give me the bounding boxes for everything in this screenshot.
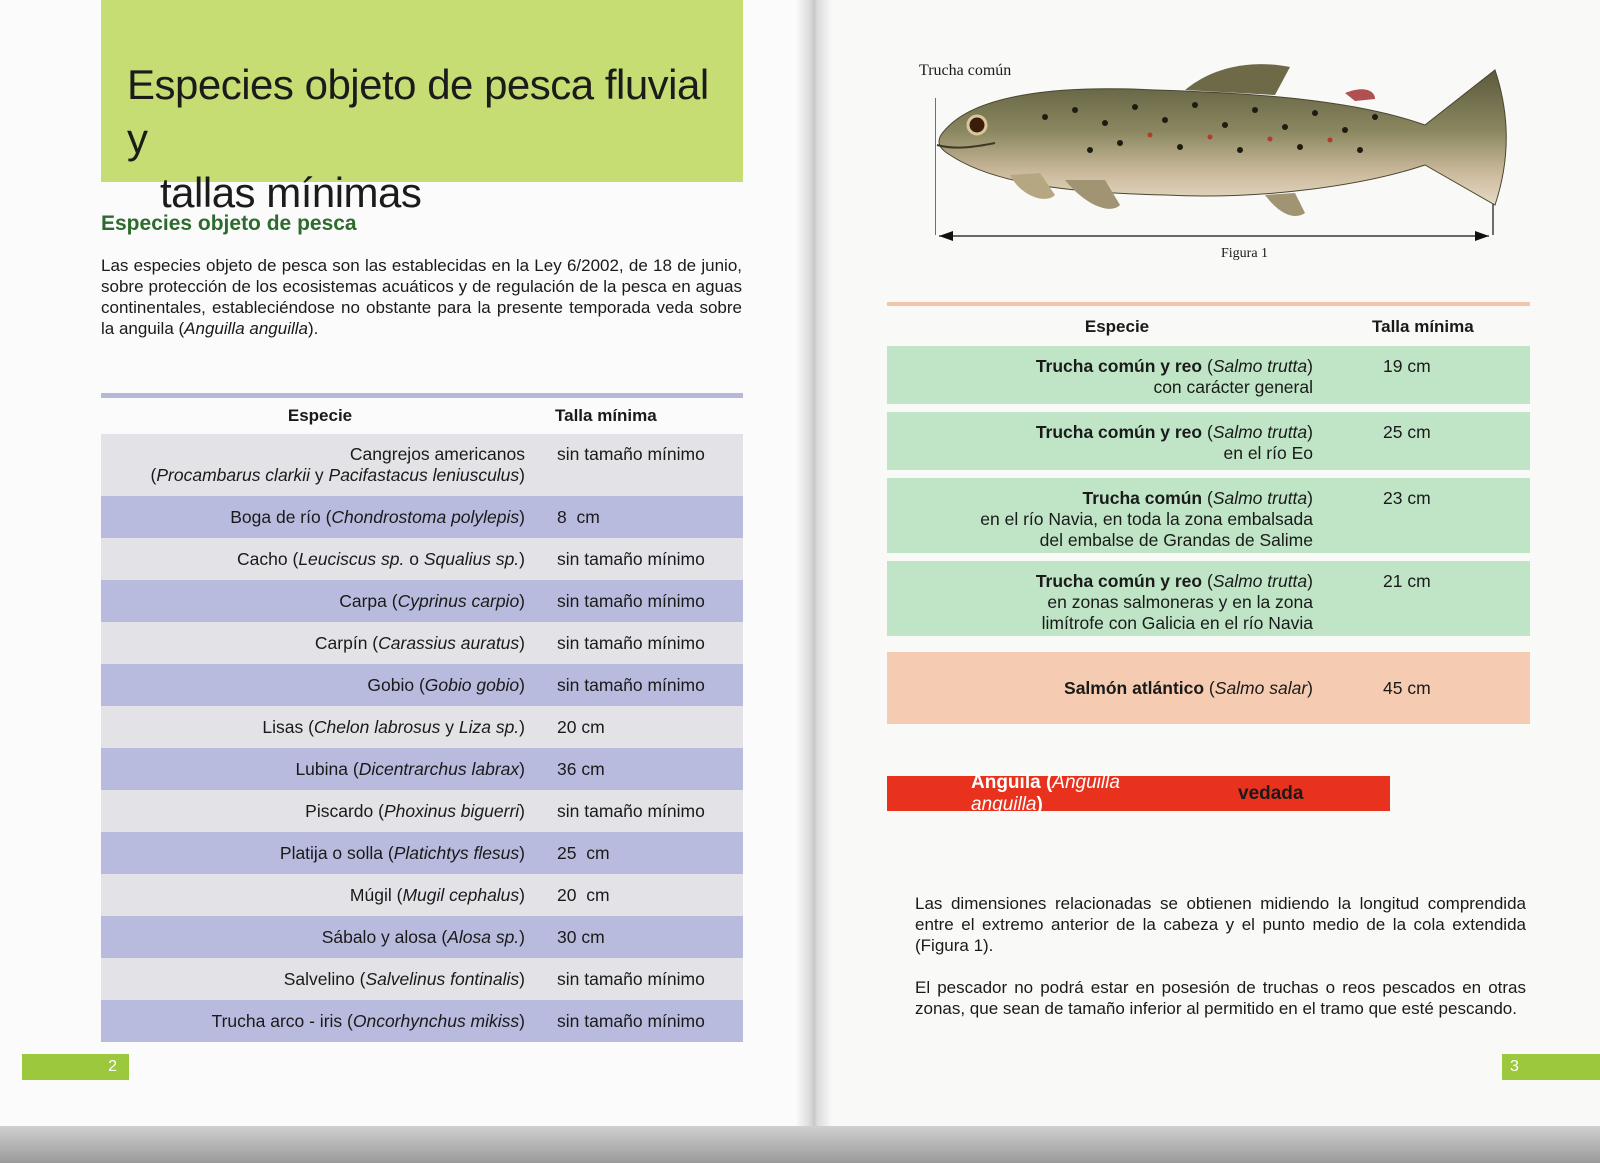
intro-text: Las especies objeto de pesca son las establecidas en la Ley 6/2002, de 18 de junio, sobre protección de los ecosistemas acuáticos y de regulación de la pesca en aguas continentales, estableciéndose no obstante para la presente temporada veda sobre la anguila ( [101,256,742,338]
species-cell [101,1011,525,1032]
species-scientific-name: Chelon labrosus [313,716,441,737]
species-scientific-name: Salmo trutta [1212,571,1308,591]
paren-close: ) [519,590,525,611]
size-cell: sin tamaño mínimo [557,1010,705,1031]
species-scientific-name: Dicentrarchus labrax [358,758,520,779]
size-cell: 20 cm [557,884,610,905]
paren-open: ( [1202,488,1213,508]
species-common-name: Platija o solla ( [279,842,394,863]
species-scientific-name: Salmo trutta [1212,356,1308,376]
table-row [887,346,1530,404]
table-row [101,434,743,496]
species-name-line [887,356,1313,377]
paren-open: ( [1202,356,1213,376]
species-common-name: Trucha arco - iris ( [211,1010,353,1031]
paren-close: ) [519,926,525,947]
paren-open: ( [1202,571,1213,591]
page-number-tab-left [22,1054,129,1080]
species-scientific-name: Chondrostoma polylepis [331,506,520,527]
species-common-name: Salvelino ( [283,968,366,989]
paren-close: ) [1307,677,1313,698]
species-detail: en el río Navia, en toda la zona embalsada [980,509,1313,529]
species-cell [101,885,525,906]
table-header [101,398,743,434]
table-row [887,652,1530,724]
dorsal-fin [1185,64,1290,95]
species-scientific-name: Oncorhynchus mikiss [352,1010,520,1031]
size-cell: 25 cm [557,842,610,863]
size-cell: sin tamaño mínimo [557,590,705,611]
species-scientific-name: Salmo salar [1214,677,1308,698]
species-common-name: Piscardo ( [305,800,384,821]
page-number-tab-right [1502,1054,1600,1080]
size-cell: 20 cm [557,716,605,737]
table-row [101,496,743,538]
eel-scientific-name: Anguilla anguilla [971,771,1120,815]
paren-open: ( [1202,422,1213,442]
paren-close: ) [1307,571,1313,591]
species-common-name: Boga de río ( [230,506,332,527]
species-cell [101,507,525,528]
species-name-line [887,422,1313,443]
species-scientific-line [101,465,525,486]
species-detail: con carácter general [1153,377,1313,397]
notes [915,893,1526,1040]
size-cell: 25 cm [1383,422,1431,442]
table-row [887,561,1530,636]
species-cell [887,478,1313,551]
connector: y [440,716,459,737]
species-scientific-name: Procambarus clarkii [156,465,311,485]
size-cell: 45 cm [1383,677,1431,698]
species-common-name: Múgil ( [349,884,403,905]
note-possession: El pescador no podrá estar en posesión de truchas o reos pescados en otras zonas, que sean de tamaño inferior al permitido en el tramo que esté pescando. [915,978,1526,1018]
species-table-right [887,302,1530,724]
species-scientific-name: Salvelinus fontinalis [365,968,520,989]
table-row [887,412,1530,470]
col-header-species-right: Especie [1084,317,1150,336]
table-body [101,434,743,1042]
species-cell [101,549,525,570]
species-common-name: Cacho ( [237,548,299,569]
species-table-left [101,393,743,1042]
intro-end: ). [308,319,319,338]
fish-eye [968,116,986,134]
size-cell: 21 cm [1383,571,1431,591]
book-gutter [796,0,832,1132]
paren-close: ) [519,674,525,695]
table-row [101,664,743,706]
species-common-name: Sábalo y alosa ( [321,926,448,947]
eel-banner [887,771,1390,815]
paren-close: ) [519,800,525,821]
size-cell: sin tamaño mínimo [557,800,705,821]
species-scientific-name-2: Liza sp. [458,716,520,737]
species-cell [887,678,1313,699]
species-scientific-name: Mugil cephalus [402,884,520,905]
species-cell [101,843,525,864]
paren-close: ) [519,1010,525,1031]
paren-close: ) [519,842,525,863]
species-cell [101,675,525,696]
table-body-right [887,346,1530,724]
fish-caption: Trucha común [919,62,1012,79]
species-cell [887,561,1313,634]
table-row [101,790,743,832]
species-scientific-name: Phoxinus biguerri [383,800,520,821]
paren-open: ( [150,465,157,485]
table-row [101,538,743,580]
species-cell [101,633,525,654]
species-common-name: Lisas ( [262,716,314,737]
size-cell: 23 cm [1383,488,1431,508]
section-heading: Especies objeto de pesca [101,212,357,235]
paren-close: ) [519,758,525,779]
paren-close: ) [519,884,525,905]
table-row [101,832,743,874]
table-header-right [887,308,1530,346]
adipose-fin [1345,89,1375,101]
size-cell: sin tamaño mínimo [557,968,705,989]
species-name-line [887,488,1313,509]
connector: y [310,465,329,485]
paren-close: ) [519,506,525,527]
species-common-name: Lubina ( [295,758,359,779]
species-common-name: Trucha común y reo [1035,356,1203,376]
size-cell: 19 cm [1383,356,1431,376]
species-cell [887,346,1313,398]
trout-illustration [935,55,1515,250]
page-number-right: 3 [1510,1058,1519,1075]
title-line-1: Especies objeto de pesca fluvial y [127,61,709,162]
paren-close: ) [1307,488,1313,508]
measure-arrow-right [1475,231,1489,241]
note-measurement: Las dimensiones relacionadas se obtienen midiendo la longitud comprendida entre el extremo anterior de la cabeza y el punto medio de la cola extendida (Figura 1). [915,894,1526,955]
table-top-rule-right [887,302,1530,306]
species-detail: en el río Eo [1223,443,1313,463]
species-scientific-name: Salmo trutta [1212,488,1308,508]
species-detail: en zonas salmoneras y en la zona [1047,592,1313,612]
col-header-size-right: Talla mínima [1372,317,1474,336]
species-name-line [887,571,1313,592]
size-cell: sin tamaño mínimo [557,548,705,569]
paren-close: ) [519,716,525,737]
size-cell: sin tamaño mínimo [557,632,705,653]
intro-paragraph [101,255,742,339]
paren-close: ) [1307,422,1313,442]
page-title [127,58,727,220]
species-common-name: Trucha común y reo [1035,571,1203,591]
species-scientific-name: Leuciscus sp. [298,548,405,569]
intro-italic: Anguilla anguilla [184,319,308,338]
table-row [101,916,743,958]
paren-close: ) [519,548,525,569]
species-detail: del embalse de Grandas de Salime [1039,530,1313,550]
size-cell: 36 cm [557,758,605,779]
paren-close: ) [1307,356,1313,376]
species-scientific-name: Platichtys flesus [393,842,520,863]
species-scientific-name: Cyprinus carpio [397,590,520,611]
table-row [887,478,1530,553]
size-cell: sin tamaño mínimo [557,444,705,464]
table-row [101,622,743,664]
species-common-name: Carpa ( [339,590,398,611]
paren-open: ( [1204,677,1215,698]
species-cell [101,969,525,990]
page-number-left: 2 [108,1058,117,1075]
table-row [101,874,743,916]
col-header-size: Talla mínima [555,406,657,425]
species-common-name: Carpín ( [314,632,379,653]
connector: o [404,548,424,569]
page-shadow [0,1126,1600,1163]
table-row [101,580,743,622]
size-cell: 30 cm [557,926,605,947]
size-cell: 8 cm [557,506,600,527]
species-scientific-name: Alosa sp. [447,926,520,947]
species-cell [101,591,525,612]
species-common-name: Trucha común y reo [1035,422,1203,442]
paren-close: ) [519,968,525,989]
measure-arrow-left [939,231,953,241]
table-row [101,748,743,790]
species-common-name: Trucha común [1082,488,1203,508]
table-row [101,958,743,1000]
figure-caption: Figura 1 [1221,246,1269,261]
species-detail: limítrofe con Galicia en el río Navia [1041,613,1313,633]
species-cell [101,927,525,948]
species-scientific-name: Carassius auratus [378,632,520,653]
table-row [101,706,743,748]
title-banner [101,0,743,216]
species-cell [101,717,525,738]
paren-close: ) [519,632,525,653]
species-scientific-name: Gobio gobio [424,674,520,695]
eel-name: Anguila (Anguilla anguilla) [971,771,1120,815]
species-cell [887,412,1313,464]
species-cell [101,759,525,780]
species-common-name: Cangrejos americanos [349,444,525,464]
eel-status: vedada [1238,782,1304,804]
species-name-line [887,678,1313,699]
anal-fin [1265,193,1305,216]
species-scientific-name: Salmo trutta [1212,422,1308,442]
size-cell: sin tamaño mínimo [557,674,705,695]
paren-close: ) [519,465,525,485]
species-cell [101,801,525,822]
species-common-name: Salmón atlántico [1064,677,1205,698]
title-line-2: tallas mínimas [160,169,422,216]
species-common-name: Gobio ( [367,674,425,695]
table-row [101,1000,743,1042]
col-header-species: Especie [287,406,353,425]
species-scientific-name-2: Pacifastacus leniusculus [328,465,520,485]
eel-common-name: Anguila [971,771,1041,793]
species-scientific-name-2: Squalius sp. [423,548,520,569]
species-cell [101,444,525,486]
